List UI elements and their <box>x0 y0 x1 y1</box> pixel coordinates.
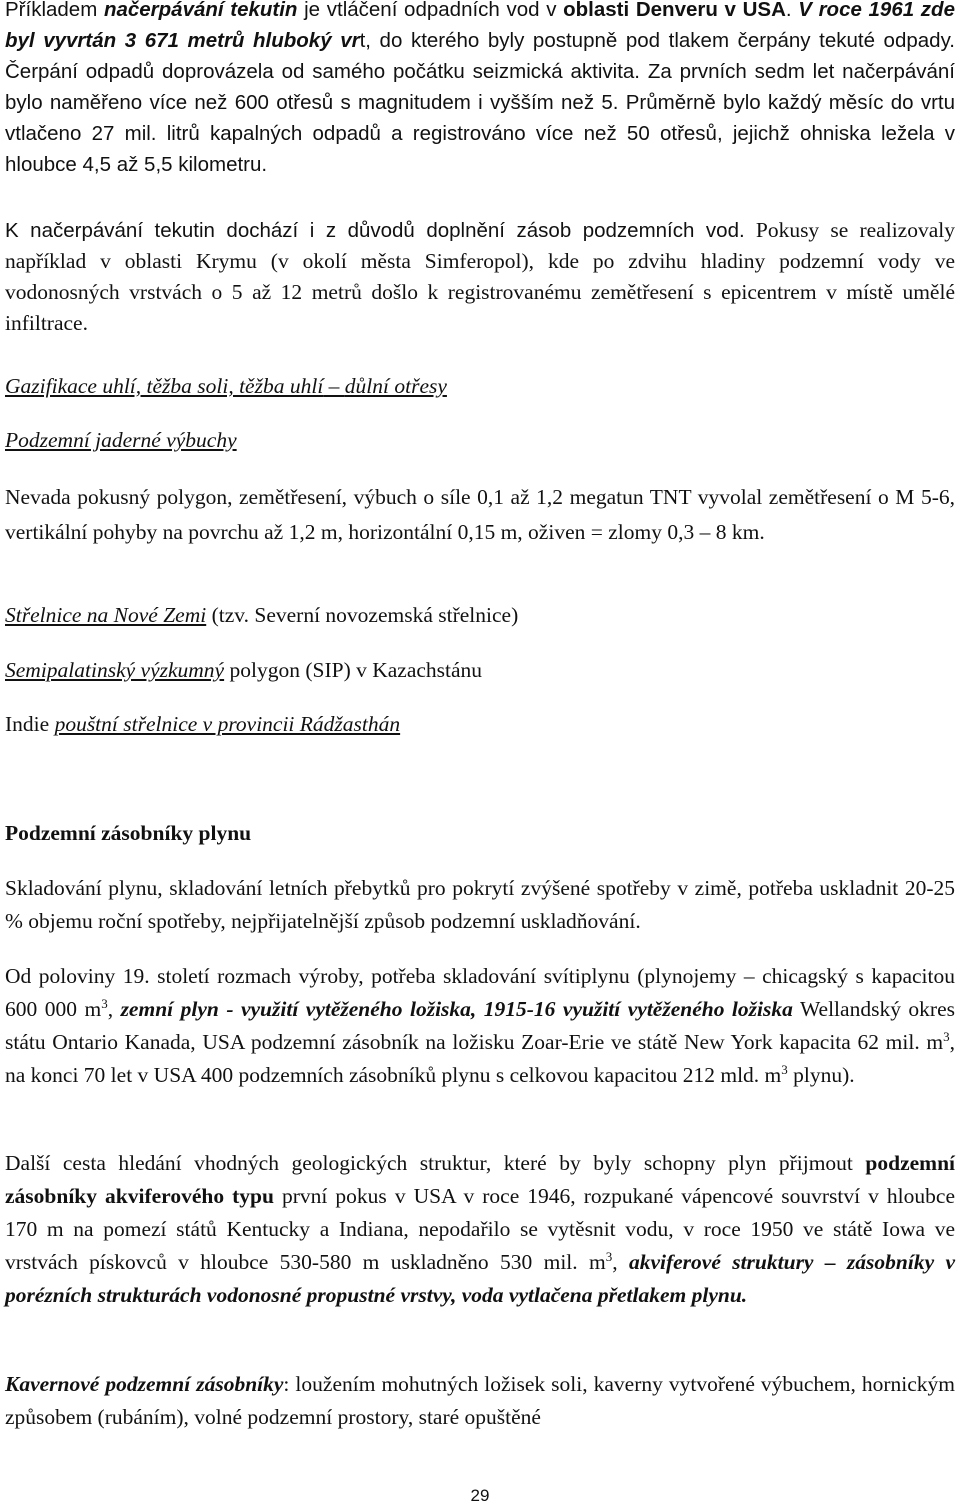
bold-italic-run: akviferové struktury – zásobníky v porézních strukturách vodonosné propustné vrstvy, voda vytlačena přetlakem plynu. <box>5 1250 956 1307</box>
line-india <box>5 708 955 741</box>
text-run: . <box>785 0 799 21</box>
paragraph-denver <box>5 0 955 180</box>
superscript: 3 <box>781 1061 788 1077</box>
paragraph-history <box>5 960 955 1092</box>
text-run: Příkladem <box>5 0 104 21</box>
text-run: Indie <box>5 712 55 736</box>
term-injection: načerpávání tekutin <box>103 0 298 21</box>
paragraph-storage: Skladování plynu, skladování letních přebytků pro pokrytí zvýšené spotřeby v zimě, potřeba uskladnit 20-25 % objemu roční spotřeby, nejpřijatelnější způsob podzemní uskladňování. <box>5 876 955 933</box>
heading-text: Podzemní zásobníky plynu <box>5 821 252 845</box>
text-run: Od poloviny 19. století rozmach výroby, potřeba skladování svítiplynu (plynojemy – chicagský s kapacitou 600 000 m <box>5 964 955 1021</box>
bold-italic-run: zemní plyn - využití vytěženého ložiska, 1915-16 využití vytěženého ložiska <box>120 997 793 1021</box>
line-semipalatinsk <box>5 654 955 687</box>
text-run: , <box>612 1250 629 1274</box>
italic-term: pouštní střelnice v provincii Rádžasthán <box>54 712 401 736</box>
heading-text: Gazifikace uhlí, těžba soli, těžba uhlí <box>5 374 324 398</box>
text-run: plynu). <box>787 1063 855 1087</box>
text-run: , <box>107 997 121 1021</box>
italic-term: Střelnice na Nové Zemi <box>5 603 207 627</box>
paragraph-aquifer <box>5 1147 955 1312</box>
italic-term: Semipalatinský výzkumný <box>5 658 225 682</box>
heading-gasification <box>5 370 955 403</box>
superscript: 3 <box>605 1248 613 1264</box>
page-number: 29 <box>470 1486 490 1505</box>
text-run: polygon (SIP) v Kazachstánu <box>224 658 483 682</box>
term-denver: oblasti Denveru v USA <box>563 0 786 21</box>
text-run: , na konci 70 let v USA 400 podzemních zásobníků plynu s celkovou kapacitou 212 mld. m <box>5 1030 955 1087</box>
text-run: (tzv. Severní novozemská střelnice) <box>206 603 519 627</box>
paragraph-nevada: Nevada pokusný polygon, zemětřesení, výbuch o síle 0,1 až 1,2 megatun TNT vyvolal zemětřesení o M 5-6, vertikální pohyby na povrchu až 1,2 m, horizontální 0,15 m, oživen = zlomy 0,3 – 8 km. <box>5 485 955 544</box>
text-run: Pokusy se realizovaly například v oblasti Krymu (v okolí města Simferopol), kde po zdvihu hladiny podzemní vody ve vodonosných vrstvách o 5 až 12 metrů došlo k registrovanému zemětřesení s epicentrem v místě umělé infiltrace. <box>5 218 955 335</box>
line-novaya-zemlya <box>5 599 955 632</box>
heading-dash: – <box>323 374 345 398</box>
text-run: Wellandský okres státu Ontario Kanada, USA podzemní zásobník na ložisku Zoar-Erie ve státě New York kapacita 62 mil. m <box>5 997 955 1054</box>
text-run: je vtláčení odpadních vod v <box>297 0 564 21</box>
bold-term: podzemní zásobníky akviferového typu <box>5 1151 955 1208</box>
paragraph-cavern <box>5 1368 955 1434</box>
text-run: : loužením mohutných ložisek soli, kaverny vytvořené výbuchem, hornickým způsobem (rubáním), volné podzemní prostory, staré opuštěné <box>5 1372 955 1429</box>
heading-gas-storage <box>5 817 955 850</box>
heading-text: Podzemní jaderné výbuchy <box>5 428 237 452</box>
text-run: t, do kterého byly postupně pod tlakem čerpány tekuté odpady. Čerpání odpadů doprovázela od samého počátku seizmická aktivita. Za prvních sedm let načerpávání bylo naměřeno více než 600 otřesů s magnitudem i vyšším než 5. Průměrně bylo každý měsíc do vrtu vtlačeno 27 mil. litrů kapalných odpadů a registrováno více než 50 otřesů, jejichž ohniska ležela v hloubce 4,5 až 5,5 kilometru. <box>5 29 955 176</box>
text-run: první pokus v USA v roce 1946, rozpukané vápencové souvrství v hloubce 170 m na pomezí států Kentucky a Indiana, nepodařilo se vytěsnit vodu, v roce 1950 ve státě Iowa ve vrstvách pískovců v hloubce 530-580 m uskladněno 530 mil. m <box>5 1184 955 1274</box>
text-run: Další cesta hledání vhodných geologických struktur, které by byly schopny plyn přijmout <box>5 1151 866 1175</box>
heading-text: důlní otřesy <box>344 374 447 398</box>
superscript: 3 <box>943 1028 950 1044</box>
heading-nuclear <box>5 424 955 457</box>
bold-italic-term: Kavernové podzemní zásobníky <box>5 1372 284 1396</box>
text-run: K načerpávání tekutin dochází i z důvodů doplnění zásob podzemních vod. <box>5 219 745 242</box>
superscript: 3 <box>101 995 108 1011</box>
paragraph-groundwater <box>5 215 955 339</box>
term-borehole: V roce 1961 zde byl vyvrtán 3 671 metrů hluboký vr <box>5 0 955 52</box>
